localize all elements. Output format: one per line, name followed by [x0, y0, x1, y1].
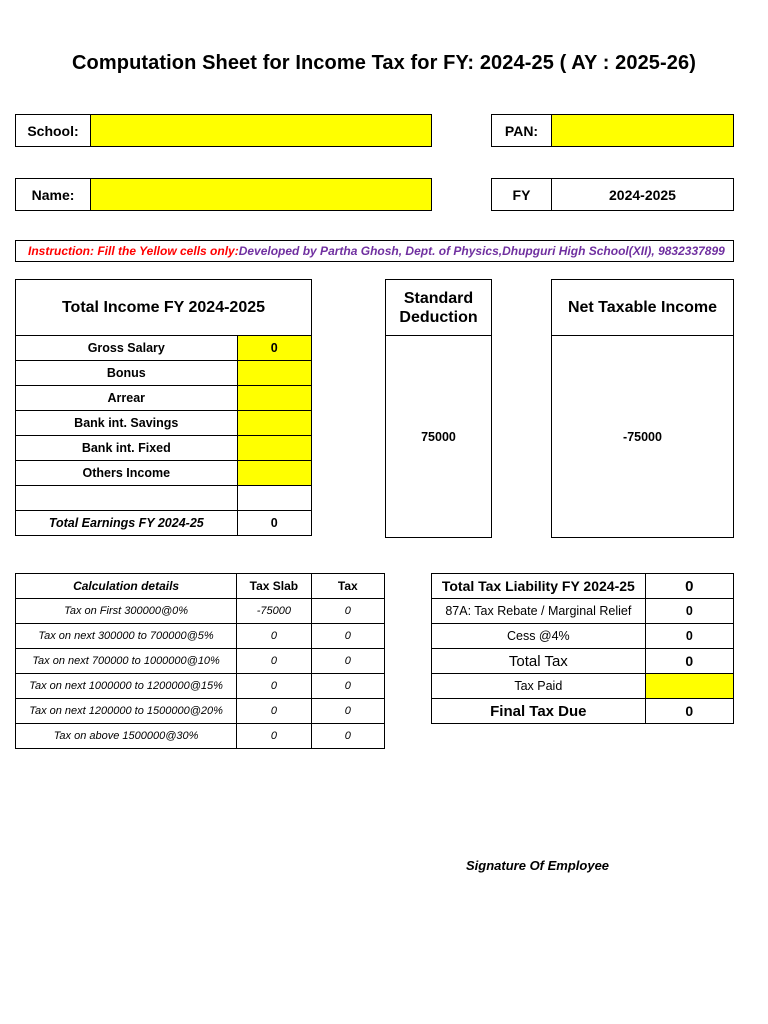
income-label: Gross Salary	[16, 336, 238, 361]
table-row	[16, 361, 312, 386]
final-tax-due-label: Final Tax Due	[432, 699, 646, 724]
income-value	[237, 486, 311, 511]
rebate-value: 0	[645, 599, 733, 624]
standard-deduction-title: Standard Deduction	[385, 279, 492, 336]
pan-input[interactable]	[551, 114, 734, 147]
tax-liability-title: Total Tax Liability FY 2024-25	[432, 574, 646, 599]
income-table	[15, 279, 312, 536]
slab-label: Tax on next 1200000 to 1500000@20%	[16, 699, 237, 724]
bonus-input[interactable]	[237, 361, 311, 386]
income-label: Arrear	[16, 386, 238, 411]
table-row	[16, 411, 312, 436]
table-row	[432, 574, 734, 599]
slab-amount: 0	[237, 624, 312, 649]
table-row	[432, 599, 734, 624]
table-row	[432, 699, 734, 724]
slab-amount: -75000	[237, 599, 312, 624]
table-row	[16, 486, 312, 511]
standard-deduction-value: 75000	[385, 335, 492, 538]
fy-label: FY	[491, 178, 552, 211]
table-row	[16, 674, 385, 699]
slab-label: Tax on next 700000 to 1000000@10%	[16, 649, 237, 674]
instruction-text: Instruction: Fill the Yellow cells only:	[28, 244, 239, 258]
table-row	[16, 511, 312, 536]
table-row	[16, 699, 385, 724]
table-row	[432, 624, 734, 649]
total-tax-value: 0	[645, 649, 733, 674]
cess-label: Cess @4%	[432, 624, 646, 649]
tax-liability-value: 0	[645, 574, 733, 599]
total-tax-label: Total Tax	[432, 649, 646, 674]
rebate-label: 87A: Tax Rebate / Marginal Relief	[432, 599, 646, 624]
slab-label: Tax on above 1500000@30%	[16, 724, 237, 749]
final-tax-due-value: 0	[645, 699, 733, 724]
name-label: Name:	[15, 178, 91, 211]
slab-label: Tax on next 300000 to 700000@5%	[16, 624, 237, 649]
bank-int-savings-input[interactable]	[237, 411, 311, 436]
slab-label: Tax on First 300000@0%	[16, 599, 237, 624]
table-row	[16, 436, 312, 461]
slab-tax: 0	[311, 649, 384, 674]
tax-paid-input[interactable]	[645, 674, 733, 699]
slab-tax: 0	[311, 699, 384, 724]
net-taxable-value: -75000	[551, 335, 734, 538]
others-income-input[interactable]	[237, 461, 311, 486]
table-header-row	[16, 574, 385, 599]
instruction-bar	[15, 240, 734, 262]
table-row	[432, 649, 734, 674]
income-title: Total Income FY 2024-2025	[16, 280, 312, 336]
slab-tax: 0	[311, 599, 384, 624]
page-title: Computation Sheet for Income Tax for FY: 2024-25 ( AY : 2025-26)	[72, 52, 696, 74]
gross-salary-input[interactable]: 0	[237, 336, 311, 361]
table-row	[432, 674, 734, 699]
pan-label: PAN:	[491, 114, 552, 147]
school-input[interactable]	[90, 114, 432, 147]
school-label: School:	[15, 114, 91, 147]
total-earnings-label: Total Earnings FY 2024-25	[16, 511, 238, 536]
tax-liability-table	[431, 573, 734, 724]
total-earnings-value: 0	[237, 511, 311, 536]
name-input[interactable]	[90, 178, 432, 211]
table-row	[16, 386, 312, 411]
table-row	[16, 724, 385, 749]
table-row	[16, 599, 385, 624]
slab-tax: 0	[311, 674, 384, 699]
bank-int-fixed-input[interactable]	[237, 436, 311, 461]
slab-amount: 0	[237, 724, 312, 749]
slab-amount: 0	[237, 699, 312, 724]
table-row	[16, 336, 312, 361]
table-row	[16, 461, 312, 486]
slab-tax: 0	[311, 624, 384, 649]
calculation-table	[15, 573, 385, 749]
income-label: Others Income	[16, 461, 238, 486]
table-row	[16, 624, 385, 649]
net-taxable-title: Net Taxable Income	[551, 279, 734, 336]
arrear-input[interactable]	[237, 386, 311, 411]
income-label: Bank int. Savings	[16, 411, 238, 436]
income-label: Bonus	[16, 361, 238, 386]
slab-tax: 0	[311, 724, 384, 749]
cess-value: 0	[645, 624, 733, 649]
slab-amount: 0	[237, 649, 312, 674]
column-header: Calculation details	[16, 574, 237, 599]
income-label: Bank int. Fixed	[16, 436, 238, 461]
income-label	[16, 486, 238, 511]
tax-paid-label: Tax Paid	[432, 674, 646, 699]
slab-amount: 0	[237, 674, 312, 699]
slab-label: Tax on next 1000000 to 1200000@15%	[16, 674, 237, 699]
column-header: Tax Slab	[237, 574, 312, 599]
fy-value: 2024-2025	[551, 178, 734, 211]
column-header: Tax	[311, 574, 384, 599]
signature-label: Signature Of Employee	[466, 858, 610, 873]
table-row	[16, 649, 385, 674]
developer-credit: Developed by Partha Ghosh, Dept. of Physics,Dhupguri High School(XII), 9832337899	[238, 244, 725, 258]
